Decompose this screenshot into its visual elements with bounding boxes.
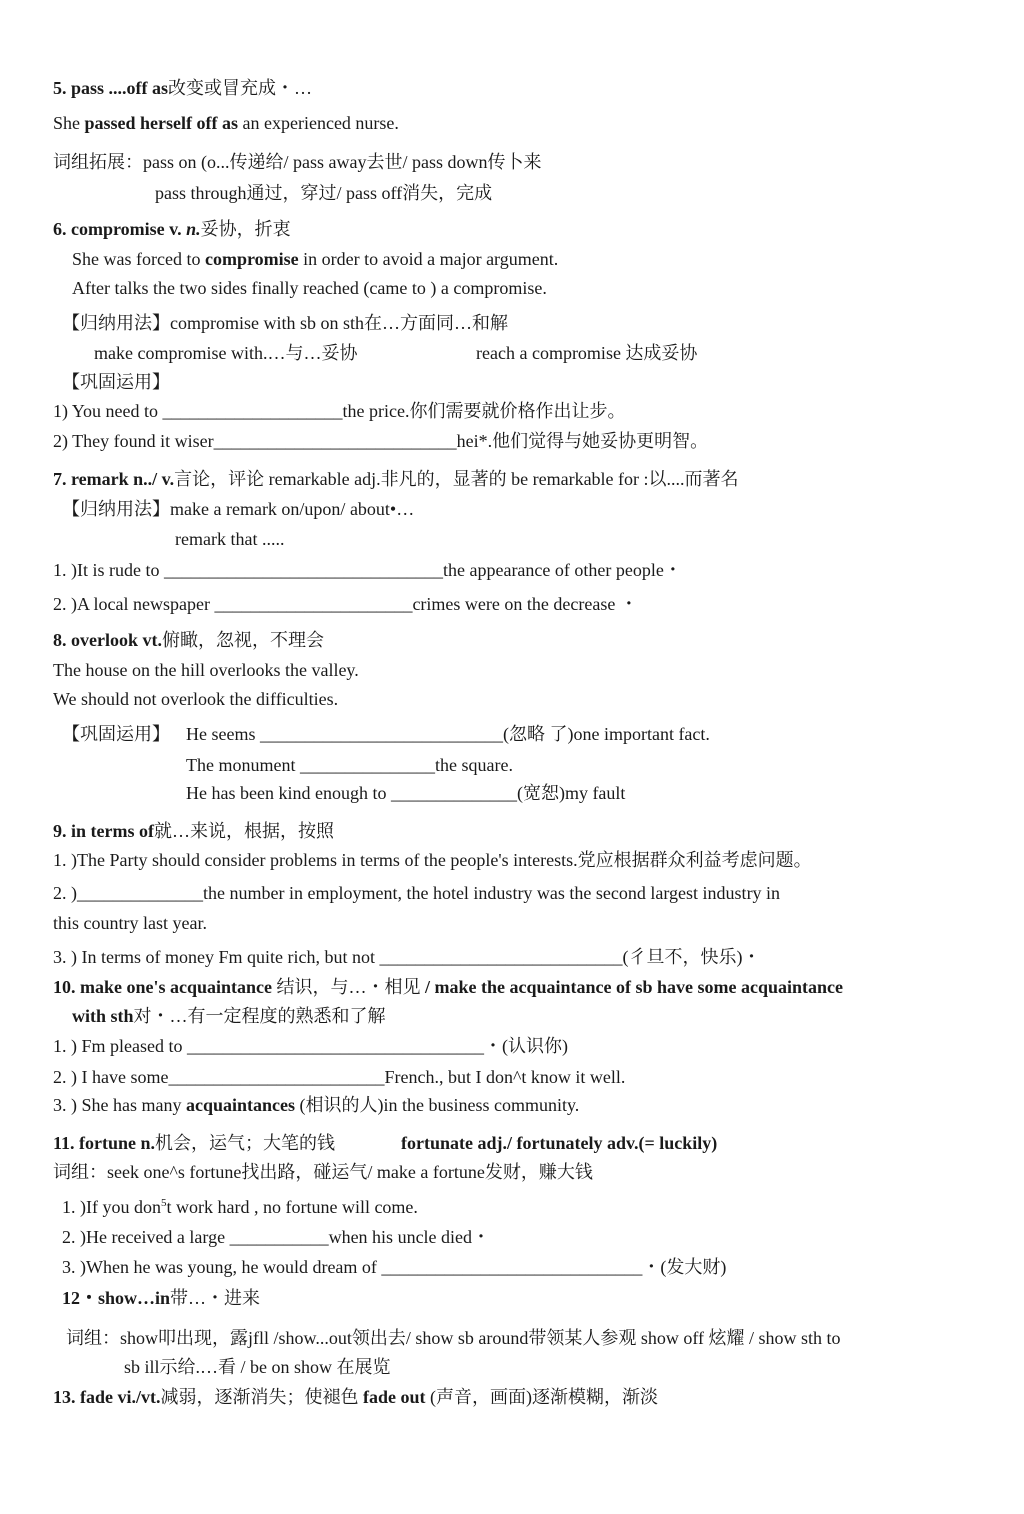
section-9-heading bbox=[53, 820, 334, 842]
superscript: 5 bbox=[160, 1197, 167, 1209]
section-13-term-2: fade out bbox=[363, 1387, 426, 1407]
example-highlight: passed herself off as bbox=[84, 113, 238, 133]
example-text: in order to avoid a major argument. bbox=[298, 249, 559, 269]
section-11-term: 11. fortune n. bbox=[53, 1133, 156, 1153]
section-7-meaning: 言论，评论 remarkable adj.非凡的，显著的 be remarkable for :以....而著名 bbox=[174, 469, 739, 489]
section-5-heading bbox=[53, 77, 312, 99]
section-8-question-2: The monument _______________the square. bbox=[186, 755, 513, 775]
section-7-usage-1: 【归纳用法】make a remark on/upon/ about•… bbox=[62, 499, 415, 519]
question-text: t work hard , no fortune will come. bbox=[166, 1197, 418, 1217]
example-highlight: compromise bbox=[204, 249, 299, 269]
section-10-meaning-2: 对・…有一定程度的熟悉和了解 bbox=[133, 1006, 386, 1026]
section-12-heading bbox=[62, 1287, 260, 1309]
section-10-term-3: with sth bbox=[72, 1006, 134, 1026]
section-8-practice-label: 【巩固运用】 bbox=[62, 724, 170, 744]
section-9-question-1: 1. )The Party should consider problems in terms of the people's interests.党应根据群众利益考虑问题。 bbox=[53, 850, 812, 870]
section-11-question-2: 2. )He received a large ___________when his uncle died・ bbox=[62, 1227, 491, 1247]
section-12-phrases-1: 词组：show叩出现，露jfll /show...out领出去/ show sb around带领某人参观 show off 炫耀 / show sth to bbox=[66, 1328, 841, 1348]
section-8-term: 8. overlook vt. bbox=[53, 630, 162, 650]
section-8-meaning: 俯瞰，忽视，不理会 bbox=[161, 630, 324, 650]
section-6-example-2: After talks the two sides finally reached (came to ) a compromise. bbox=[72, 278, 547, 298]
section-10-term-2: / make the acquaintance of sb have some acquaintance bbox=[425, 977, 844, 997]
section-12-meaning: 带…・进来 bbox=[170, 1288, 261, 1308]
section-7-usage-2: remark that ..... bbox=[175, 529, 285, 549]
section-13-term: 13. fade vi./vt. bbox=[53, 1387, 161, 1407]
section-13-meaning: 减弱，逐渐消失；使褪色 bbox=[160, 1387, 363, 1407]
section-5-extension-1: 词组拓展：pass on (o...传递给/ pass away去世/ pass down传卜来 bbox=[53, 152, 542, 172]
section-10-heading-cont bbox=[72, 1005, 386, 1027]
section-7-question-1: 1. )It is rude to _______________________________the appearance of other people・ bbox=[53, 560, 682, 580]
section-10-heading bbox=[53, 976, 843, 998]
section-13-heading bbox=[53, 1386, 658, 1408]
question-text: (相识的人)in the business community. bbox=[295, 1095, 580, 1115]
section-5-extension-2: pass through通过，穿过/ pass off消失，完成 bbox=[155, 183, 493, 203]
section-7-heading bbox=[53, 468, 739, 490]
section-6-question-1: 1) You need to ____________________the price.你们需要就价格作出让步。 bbox=[53, 401, 626, 421]
example-text: She was forced to bbox=[72, 249, 205, 269]
section-6-example-1 bbox=[72, 248, 558, 270]
section-9-term: 9. in terms of bbox=[53, 821, 154, 841]
section-10-question-3 bbox=[53, 1094, 579, 1116]
section-6-question-2: 2) They found it wiser___________________________hei*.他们觉得与她妥协更明智。 bbox=[53, 431, 709, 451]
section-11-heading-2 bbox=[401, 1132, 717, 1154]
section-11-question-1 bbox=[62, 1192, 418, 1218]
section-9-question-2: 2. )______________the number in employment, the hotel industry was the second largest industry in bbox=[53, 883, 781, 903]
section-6-usage-1: 【归纳用法】compromise with sb on sth在…方面同…和解 bbox=[62, 313, 508, 333]
section-13-meaning-2: (声音，画面)逐渐模糊，渐淡 bbox=[425, 1387, 658, 1407]
question-text: 3. ) She has many bbox=[53, 1095, 186, 1115]
example-text: She bbox=[53, 113, 85, 133]
section-10-meaning: 结识，与…・相见 bbox=[272, 977, 426, 997]
section-6-practice-label: 【巩固运用】 bbox=[62, 372, 170, 392]
section-11-heading bbox=[53, 1132, 335, 1154]
section-5-example bbox=[53, 112, 399, 134]
section-6-pos: n. bbox=[186, 219, 201, 239]
section-8-example-2: We should not overlook the difficulties. bbox=[53, 689, 339, 709]
example-text: an experienced nurse. bbox=[238, 113, 399, 133]
section-6-usage-2: make compromise with.…与…妥协 bbox=[94, 343, 358, 363]
section-6-meaning: 妥协，折衷 bbox=[200, 219, 291, 239]
section-11-term-2: fortunate adj./ fortunately adv.(= luckily) bbox=[401, 1133, 718, 1153]
section-9-question-2-cont: this country last year. bbox=[53, 913, 207, 933]
section-5-meaning: 改变或冒充成・… bbox=[168, 78, 313, 98]
section-7-question-2: 2. )A local newspaper ______________________crimes were on the decrease ・ bbox=[53, 594, 638, 614]
section-6-heading bbox=[53, 218, 291, 240]
section-10-question-2: 2. ) I have some________________________French., but I don^t know it well. bbox=[53, 1067, 626, 1087]
section-8-example-1: The house on the hill overlooks the valley. bbox=[53, 660, 359, 680]
section-10-term: 10. make one's acquaintance bbox=[53, 977, 273, 997]
section-11-question-3: 3. )When he was young, he would dream of _____________________________・(发大财) bbox=[62, 1257, 727, 1277]
section-10-question-1: 1. ) Fm pleased to _________________________________・(认识你) bbox=[53, 1036, 568, 1056]
section-11-phrases: 词组：seek one^s fortune找出路，碰运气/ make a fortune发财，赚大钱 bbox=[53, 1162, 593, 1182]
section-8-question-3: He has been kind enough to ______________(宽恕)my fault bbox=[186, 783, 626, 803]
question-text: 1. )If you don bbox=[62, 1197, 161, 1217]
section-12-phrases-2: sb ill示给.…看 / be on show 在展览 bbox=[124, 1357, 391, 1377]
question-highlight: acquaintances bbox=[185, 1095, 295, 1115]
section-8-question-1: He seems ___________________________(忽略 了)one important fact. bbox=[186, 724, 710, 744]
section-6-usage-3: reach a compromise 达成妥协 bbox=[476, 343, 698, 363]
section-9-question-3: 3. ) In terms of money Fm quite rich, but not ___________________________(彳旦不，快乐)・ bbox=[53, 947, 761, 967]
section-5-term: 5. pass ....off as bbox=[53, 78, 169, 98]
section-11-meaning: 机会，运气；大笔的钱 bbox=[155, 1133, 336, 1153]
section-9-meaning: 就…来说，根据，按照 bbox=[153, 821, 334, 841]
section-7-term: 7. remark n../ v. bbox=[53, 469, 175, 489]
section-8-heading bbox=[53, 629, 324, 651]
section-12-term: 12・show…in bbox=[62, 1288, 171, 1308]
section-6-term: 6. compromise v. bbox=[53, 219, 187, 239]
